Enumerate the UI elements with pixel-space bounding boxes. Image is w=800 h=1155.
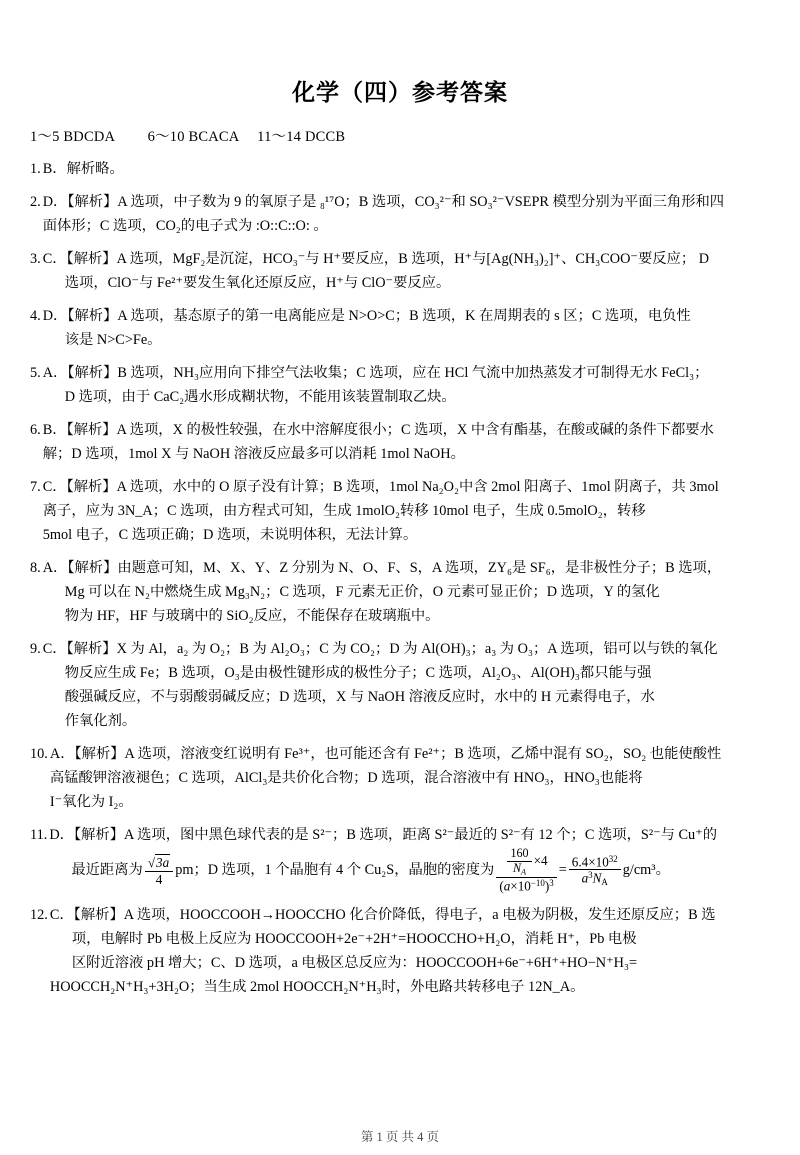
item-number: 5. — [30, 365, 41, 382]
answer-item-11 — [30, 823, 770, 893]
item-line: 5mol 电子，C 选项正确；D 选项，未说明体积，无法计算。 — [42, 527, 418, 544]
item-line: C．【解析】A 选项，MgF₂是沉淀，HCO₃⁻与 H⁺要反应，B 选项，H⁺与[Ag(NH₃)₂]⁺、CH₃COO⁻要反应； D — [42, 251, 710, 268]
item-number: 11. — [30, 827, 48, 844]
square-root — [148, 854, 170, 870]
item-number: 8. — [30, 560, 41, 577]
formula-suffix: g/cm³。 — [622, 862, 670, 879]
density-fraction — [496, 847, 556, 893]
formula-prefix: 最近距离为 — [71, 862, 143, 879]
page-title: 化学（四）参考答案 — [292, 80, 508, 105]
item-body — [43, 418, 770, 466]
objective-answers-line: 1～5 BDCDA 6～10 BCACA 11～14 DCCB — [30, 129, 346, 145]
answer-item-8 — [30, 556, 770, 628]
item-line: HOOCCH₂N⁺H₃+3H₂O；当生成 2mol HOOCCH₂N⁺H₃时，外电路共转移电子 12N_A。 — [49, 978, 585, 995]
item-line: Mg 可以在 N₂中燃烧生成 Mg₃N₂；C 选项，F 元素无正价，O 元素可显正价；D 选项，Y 的氢化 — [64, 584, 660, 601]
item-line: 物为 HF，HF 与玻璃中的 SiO₂反应，不能保存在玻璃瓶中。 — [64, 608, 440, 625]
item-number: 2. — [30, 194, 41, 211]
item-body — [43, 190, 770, 238]
item-line: C．【解析】A 选项，HOOCCOOH→HOOCCHO 化合价降低，得电子，a 电极为阴极，发生还原反应；B 选 — [49, 906, 716, 923]
item-line: A．【解析】B 选项，NH₃应用向下排空气法收集；C 选项，应在 HCl 气流中加热蒸发才可制得无水 FeCl₃； — [42, 365, 709, 382]
answer-item-1 — [30, 157, 770, 181]
item-body — [50, 903, 770, 999]
item-line: 选项，ClO⁻与 Fe²⁺要发生氧化还原反应，H⁺与 ClO⁻要反应。 — [64, 275, 451, 292]
inner-numerator: 160 — [507, 847, 531, 862]
answer-item-12 — [30, 903, 770, 999]
item-number: 1. — [30, 161, 41, 177]
item-line: 解；D 选项，1mol X 与 NaOH 溶液反应最多可以消耗 1mol NaOH。 — [42, 446, 465, 463]
numerator-multiplier: ×4 — [533, 853, 548, 869]
item-body — [43, 157, 770, 181]
item-body — [43, 556, 770, 628]
fraction-denominator: $a^3N_A$ — [581, 870, 608, 888]
item-number: 9. — [30, 641, 41, 658]
item-line: B．【解析】A 选项，X 的极性较强，在水中溶解度很小；C 选项，X 中含有酯基，在酸或碱的条件下都要水 — [42, 422, 714, 439]
inner-denominator: $N_A$ — [512, 861, 527, 877]
item-formula-line — [49, 847, 770, 893]
item-line: C．【解析】A 选项，水中的 O 原子没有计算；B 选项，1mol Na₂O₂中含 2mol 阳离子、1mol 阴离子，共 3mol — [42, 479, 719, 496]
page-footer: 第 1 页 共 4 页 — [360, 1130, 440, 1144]
item-line: 作氧化剂。 — [64, 713, 137, 730]
item-line: D．【解析】A 选项，图中黑色球代表的是 S²⁻；B 选项，距离 S²⁻最近的 S²⁻有 12 个；C 选项，S²⁻与 Cu⁺的 — [49, 827, 718, 844]
answer-item-5 — [30, 361, 770, 409]
item-line: C．【解析】X 为 Al，a₂ 为 O₂；B 为 Al₂O₃；C 为 CO₂；D 为 Al(OH)₃；a₃ 为 O₃；A 选项，铝可以与铁的氧化 — [42, 641, 718, 658]
item-line: 酸强碱反应，不与弱酸弱碱反应；D 选项，X 与 NaOH 溶液反应时，水中的 H 元素得电子，水 — [64, 689, 655, 706]
fraction-denominator: 4 — [155, 871, 163, 887]
item-number: 3. — [30, 251, 41, 268]
radical-icon: √ — [147, 855, 156, 871]
item-line: D．【解析】A 选项，基态原子的第一电离能应是 N>O>C；B 选项，K 在周期表的 s 区；C 选项，电负性 — [42, 308, 691, 325]
item-body — [43, 361, 770, 409]
item-line: A．【解析】由题意可知，M、X、Y、Z 分别为 N、O、F、S，A 选项，ZY₆是 SF₆，是非极性分子；B 选项， — [42, 560, 722, 577]
item-line: I⁻氧化为 I₂。 — [49, 794, 133, 811]
answer-item-4 — [30, 304, 770, 352]
sqrt-over-4-fraction — [145, 854, 173, 886]
item-line: 该是 N>C>Fe。 — [64, 332, 162, 349]
fraction-numerator — [145, 854, 173, 871]
item-line: D 选项，由于 CaC₂遇水形成糊状物，不能用该装置制取乙炔。 — [64, 389, 456, 406]
item-line: 物反应生成 Fe；B 选项，O₃是由极性键形成的极性分子；C 选项，Al₂O₃、Al(OH)₃都只能与强 — [64, 665, 652, 682]
item-number: 12. — [30, 906, 48, 923]
answer-item-6 — [30, 418, 770, 466]
radicand: 3a — [156, 855, 170, 871]
fraction-numerator: $6.4\times 10^{32}$ — [569, 854, 621, 871]
item-line: B．解析略。 — [42, 161, 124, 177]
formula-middle: pm；D 选项，1 个晶胞有 4 个 Cu₂S，晶胞的密度为 — [175, 862, 495, 879]
item-line: 高锰酸钾溶液褪色；C 选项，AlCl₃是共价化合物；D 选项，混合溶液中有 HNO₃，HNO₃也能将 — [49, 770, 643, 787]
answer-item-10 — [30, 742, 770, 814]
inner-fraction — [507, 847, 531, 877]
item-line: D．【解析】A 选项，中子数为 9 的氧原子是 ₈¹⁷O；B 选项，CO₃²⁻和 SO₃²⁻VSEPR 模型分别为平面三角形和四 — [42, 194, 725, 211]
item-body — [43, 247, 770, 295]
item-line: 项，电解时 Pb 电极上反应为 HOOCCOOH+2e⁻+2H⁺=HOOCCHO+H₂O，消耗 H⁺，Pb 电极 — [71, 930, 637, 947]
answer-item-2 — [30, 190, 770, 238]
fraction-numerator — [496, 847, 556, 878]
item-line: 离子，应为 3N_A；C 选项，由方程式可知，生成 1molO₂转移 10mol 电子，生成 0.5molO₂，转移 — [42, 503, 646, 520]
item-body — [43, 304, 770, 352]
item-line: 面体形；C 选项，CO₂的电子式为 :O::C::O: 。 — [42, 218, 328, 235]
item-line: 区附近溶液 pH 增大；C、D 选项，a 电极区总反应为：HOOCCOOH+6e⁻+6H⁺+HO−N⁺H₃= — [71, 954, 638, 971]
item-number: 6. — [30, 422, 41, 439]
item-body — [50, 742, 770, 814]
density-result-fraction — [569, 854, 621, 888]
answer-item-3 — [30, 247, 770, 295]
item-number: 7. — [30, 479, 41, 496]
item-body — [43, 637, 770, 733]
item-number: 4. — [30, 308, 41, 325]
item-body — [49, 823, 770, 893]
fraction-denominator: $(a\times 10^{-10})^3$ — [499, 878, 554, 894]
item-body — [43, 475, 770, 547]
item-line: A．【解析】A 选项，溶液变红说明有 Fe³⁺，也可能还含有 Fe²⁺；B 选项，乙烯中混有 SO₂，SO₂ 也能使酸性 — [49, 746, 722, 763]
item-number: 10. — [30, 746, 48, 763]
answer-item-9 — [30, 637, 770, 733]
equals-sign: = — [558, 862, 567, 879]
answer-item-7 — [30, 475, 770, 547]
